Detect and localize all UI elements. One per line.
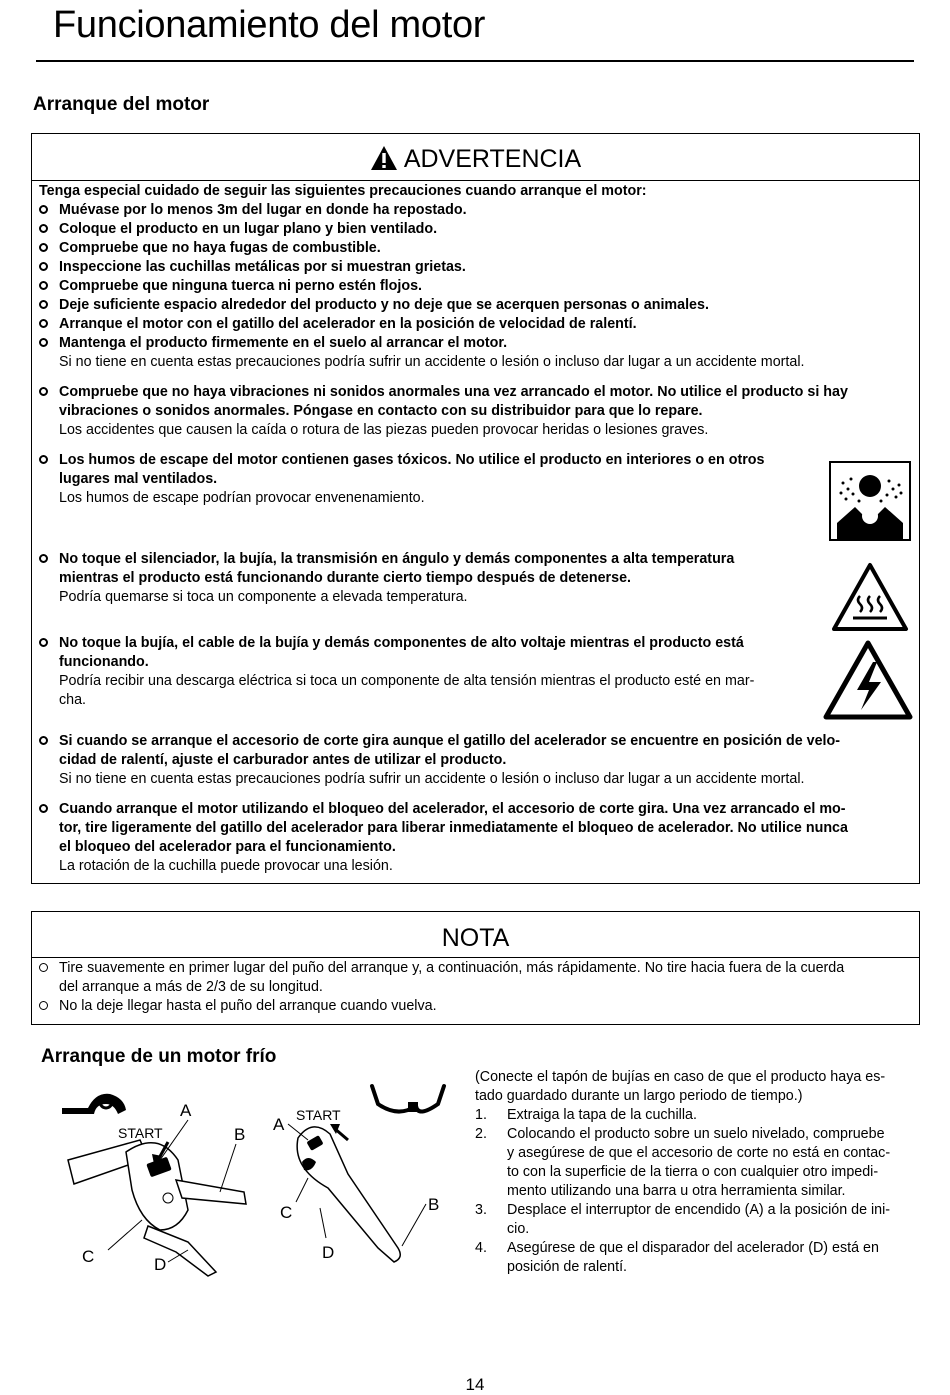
warning-heading-text: ADVERTENCIA: [403, 145, 582, 173]
svg-text:A: A: [273, 1115, 285, 1134]
bullet-icon: [39, 804, 48, 813]
bullet-icon: [39, 455, 48, 464]
electric-shock-icon: [823, 640, 913, 725]
warning-item: Coloque el producto en un lugar plano y bien ventilado.: [39, 220, 437, 239]
bullet-icon: [39, 243, 48, 252]
svg-text:C: C: [82, 1247, 95, 1266]
cold-start-intro: (Conecte el tapón de bujías en caso de que el producto haya es- tado guardado durante un largo periodo de tiempo.): [475, 1069, 886, 1104]
page-number: 14: [465, 1375, 485, 1394]
warning-consequence: Si no tiene en cuenta estas precauciones podría sufrir un accidente o lesión o incluso dar lugar a un accidente mortal.: [59, 354, 805, 370]
note-heading-divider: [32, 957, 919, 958]
note-box: [31, 911, 920, 1025]
page-title: Funcionamiento del motor: [53, 4, 486, 46]
bullet-icon: [39, 387, 48, 396]
svg-text:C: C: [280, 1203, 293, 1222]
bike-handle-icon: [372, 1086, 444, 1112]
cold-start-step: 3. Desplace el interruptor de encendido (A) a la posición de ini- cio.: [475, 1202, 891, 1237]
cold-start-heading: Arranque de un motor frío: [41, 1046, 277, 1067]
warning-heading-divider: [32, 180, 919, 181]
title-divider: [36, 60, 914, 62]
vibration-warning: Compruebe que no haya vibraciones ni sonidos anormales una vez arrancado el motor. No utilice el producto si hay vibraciones o sonidos anormales. Póngase en contacto con su distribuidor para que lo repare. Los accidentes que causen la caída o rotura de las piezas pueden provocar heridas o lesiones graves.: [39, 383, 848, 440]
svg-text:D: D: [322, 1243, 335, 1262]
warning-item: Inspeccione las cuchillas metálicas por si muestran grietas.: [39, 258, 466, 277]
exhaust-warning: Los humos de escape del motor contienen gases tóxicos. No utilice el producto en interiores o en otros lugares mal ventilados. Los humos de escape podrían provocar envenenamiento.: [39, 451, 764, 508]
warning-item: Muévase por lo menos 3m del lugar en donde ha repostado.: [39, 201, 467, 220]
svg-text:A: A: [180, 1101, 192, 1120]
bullet-icon: [39, 319, 48, 328]
hot-surface-icon: [831, 562, 909, 637]
toxic-fumes-icon: [829, 461, 911, 546]
svg-text:START: START: [118, 1125, 163, 1141]
throttle-lock-warning: Cuando arranque el motor utilizando el bloqueo del acelerador, el accesorio de corte gira. Una vez arrancado el mo- tor, tire ligeramente del gatillo del acelerador para liberar inmediatamente el bloqueo de acelerador. No utilice nunca el bloqueo del acelerador para el funcionamiento. La rotación de la cuchilla puede provocar una lesión.: [39, 800, 848, 876]
bullet-icon: [39, 205, 48, 214]
idle-rotation-warning: Si cuando se arranque el accesorio de corte gira aunque el gatillo del acelerador se encuentre en posición de velo- cidad de ralentí, ajuste el carburador antes de utilizar el producto. Si no tiene en cuenta estas precauciones podría sufrir un accidente o lesión o incluso dar lugar a un accidente mortal.: [39, 732, 840, 789]
loop-handle-icon: [62, 1094, 126, 1114]
bullet-icon: [39, 262, 48, 271]
bullet-icon: [39, 300, 48, 309]
hot-surface-warning: No toque el silenciador, la bujía, la transmisión en ángulo y demás componentes a alta temperatura mientras el producto está funcionando durante cierto tiempo después de detenerse. Podría quemarse si toca un componente a elevada temperatura.: [39, 550, 734, 607]
cold-start-instructions: [475, 1068, 920, 1277]
bullet-icon: [39, 736, 48, 745]
bullet-icon: [39, 554, 48, 563]
warning-intro: Tenga especial cuidado de seguir las siguientes precauciones cuando arranque el motor:: [39, 183, 647, 199]
cold-start-step: 1. Extraiga la tapa de la cuchilla.: [475, 1107, 697, 1123]
bullet-icon: [39, 338, 48, 347]
bullet-icon: [39, 281, 48, 290]
svg-text:D: D: [154, 1255, 167, 1274]
bullet-icon: [39, 963, 48, 972]
warning-heading: [32, 145, 919, 178]
section-heading: Arranque del motor: [33, 94, 210, 115]
warning-item: Compruebe que ninguna tuerca ni perno estén flojos.: [39, 277, 422, 296]
cold-start-step: 2. Colocando el producto sobre un suelo nivelado, compruebe y asegúrese de que el accesorio de corte no está en contac- to con la superficie de la tierra o con cualquier otro impedi- mento utilizando una barra u otra herramienta similar.: [475, 1126, 891, 1199]
bike-handle-figure: [268, 1078, 458, 1283]
note-item: No la deje llegar hasta el puño del arranque cuando vuelva.: [39, 997, 437, 1016]
cold-start-step: 4. Asegúrese de que el disparador del acelerador (D) está en posición de ralentí.: [475, 1240, 879, 1275]
warning-box: [31, 133, 920, 884]
bullet-icon: [39, 224, 48, 233]
svg-text:B: B: [234, 1125, 246, 1144]
note-heading: NOTA: [441, 924, 510, 952]
warning-triangle-icon: [370, 145, 398, 178]
warning-item: Compruebe que no haya fugas de combustible.: [39, 239, 381, 258]
high-voltage-warning: No toque la bujía, el cable de la bujía y demás componentes de alto voltaje mientras el producto está funcionando. Podría recibir una descarga eléctrica si toca un componente de alta tensión mientras el producto esté en mar- cha.: [39, 634, 754, 710]
svg-text:START: START: [296, 1107, 341, 1123]
warning-item: Arranque el motor con el gatillo del acelerador en la posición de velocidad de ralentí.: [39, 315, 637, 334]
bullet-icon: [39, 1001, 48, 1010]
note-item: Tire suavemente en primer lugar del puño del arranque y, a continuación, más rápidamente. No tire hacia fuera de la cuerda del arranque a más de 2/3 de su longitud.: [39, 959, 844, 997]
loop-handle-figure: [48, 1080, 258, 1285]
warning-item: Mantenga el producto firmemente en el suelo al arrancar el motor.: [39, 334, 507, 353]
svg-text:B: B: [428, 1195, 440, 1214]
warning-item: Deje suficiente espacio alrededor del producto y no deje que se acerquen personas o animales.: [39, 296, 709, 315]
bullet-icon: [39, 638, 48, 647]
